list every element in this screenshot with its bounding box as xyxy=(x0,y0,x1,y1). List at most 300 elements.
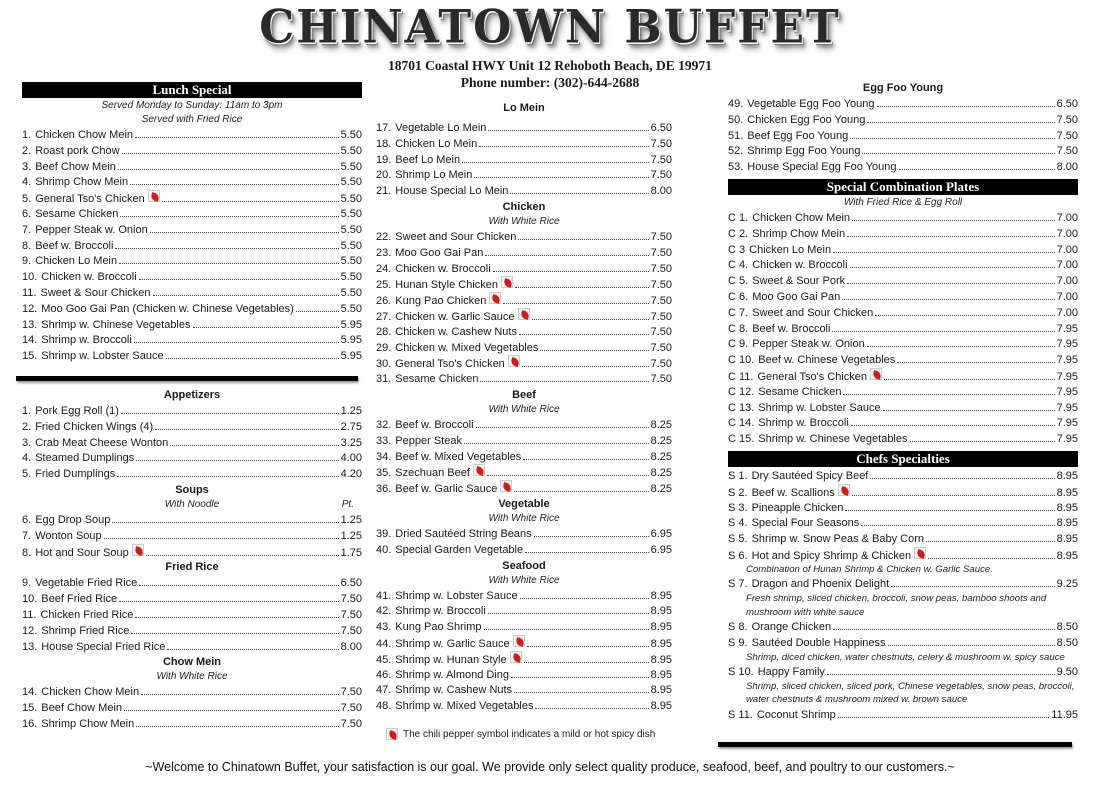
dot-leader xyxy=(166,348,339,359)
item-name: House Special Lo Mein xyxy=(395,185,509,198)
item-price: 7.00 xyxy=(1056,211,1078,224)
menu-item xyxy=(728,400,1078,416)
menu-item xyxy=(376,276,672,292)
dot-leader xyxy=(847,226,1054,237)
dot-leader xyxy=(520,588,649,599)
item-number: C 15. xyxy=(728,433,755,446)
item-number: 5. xyxy=(22,193,32,206)
item-number: 47. xyxy=(376,684,392,697)
menu-item xyxy=(22,332,362,348)
item-number: S 8. xyxy=(728,621,748,634)
seafood-note: With White Rice xyxy=(488,574,560,586)
item-price: 7.95 xyxy=(1056,370,1078,383)
dot-leader xyxy=(193,317,339,328)
item-price: 5.50 xyxy=(340,239,362,252)
item-name: Steamed Dumplings xyxy=(35,452,135,465)
dot-leader xyxy=(532,309,649,320)
item-price: 6.50 xyxy=(340,577,362,590)
menu-item xyxy=(22,435,362,451)
item-name: Shrimp w. Broccoli xyxy=(395,605,486,618)
chili-pepper-icon xyxy=(132,544,144,556)
item-name: Chicken w. Mixed Vegetables xyxy=(395,341,539,354)
item-price: 7.50 xyxy=(340,593,362,606)
item-number: 8. xyxy=(22,546,32,559)
menu-item xyxy=(728,500,1078,516)
item-name: Pepper Steak xyxy=(395,434,462,447)
item-name: Shrimp Chow Mein xyxy=(41,717,135,730)
item-name: Dragon and Phoenix Delight xyxy=(751,578,890,591)
dot-leader xyxy=(888,635,1055,646)
item-number: 34. xyxy=(376,450,392,463)
dot-leader xyxy=(884,369,1055,380)
item-name: Chicken w. Broccoli xyxy=(752,259,848,272)
dot-leader xyxy=(480,371,648,382)
menu-item xyxy=(22,238,362,254)
item-number: S 7. xyxy=(728,578,748,591)
item-number: 23. xyxy=(376,246,392,259)
item-name: Special Garden Vegetable xyxy=(395,543,524,556)
dot-leader xyxy=(134,332,339,343)
lo-mein-list xyxy=(376,120,672,199)
item-number: C 8. xyxy=(728,322,749,335)
item-price: 7.50 xyxy=(650,279,672,292)
item-price: 7.50 xyxy=(340,702,362,715)
dot-leader xyxy=(850,128,1054,139)
dot-leader xyxy=(883,400,1055,411)
item-number: 29. xyxy=(376,341,392,354)
item-price: 5.50 xyxy=(340,207,362,220)
menu-item xyxy=(728,321,1078,337)
dot-leader xyxy=(153,285,339,296)
dot-leader xyxy=(296,301,339,312)
dot-leader xyxy=(897,352,1054,363)
item-name: Pork Egg Roll (1) xyxy=(35,404,119,417)
dot-leader xyxy=(139,575,338,586)
dot-leader xyxy=(522,356,649,367)
item-number: S 5. xyxy=(728,533,748,546)
item-number: 6. xyxy=(22,207,32,220)
section-title-chefs-specialties: Chefs Specialties xyxy=(728,451,1078,467)
menu-item xyxy=(376,167,672,183)
dot-leader xyxy=(124,700,339,711)
item-name: Chicken Lo Mein xyxy=(395,137,478,150)
item-number: 10. xyxy=(22,271,38,284)
item-name: Dry Sautéed Spicy Beef xyxy=(751,469,869,482)
section-title-appetizers: Appetizers xyxy=(163,388,221,401)
item-name: Vegetable Lo Mein xyxy=(395,122,487,134)
menu-item xyxy=(22,575,362,591)
menu-item xyxy=(728,226,1078,242)
item-number: 18. xyxy=(376,137,392,150)
item-description: Shrimp, diced chicken, water chestnuts, celery & mushroom w. spicy sauce xyxy=(746,651,1065,663)
item-name: Beef Fried Rice xyxy=(41,593,118,606)
item-name: Pepper Steak w. Onion xyxy=(752,338,865,351)
item-name: Dried Sautéed String Beans xyxy=(395,527,532,540)
dot-leader xyxy=(115,238,338,249)
item-price: 8.95 xyxy=(650,637,672,650)
item-name: Egg Drop Soup xyxy=(35,513,111,526)
dot-leader xyxy=(122,143,339,154)
chili-pepper-icon xyxy=(508,355,520,367)
item-name: Wonton Soup xyxy=(35,529,102,542)
section-title-fried-rice: Fried Rice xyxy=(165,561,219,574)
spicy-legend-text: The chili pepper symbol indicates a mild or hot spicy dish xyxy=(403,728,656,740)
item-name: Hot and Sour Soup xyxy=(35,546,129,559)
item-price: 4.00 xyxy=(340,452,362,465)
menu-item xyxy=(376,229,672,245)
item-number: 6. xyxy=(22,513,32,526)
item-name: Happy Family xyxy=(757,666,825,679)
item-number: 45. xyxy=(376,653,392,666)
dot-leader xyxy=(833,619,1055,630)
item-price: 8.95 xyxy=(650,605,672,618)
dot-leader xyxy=(493,261,649,272)
item-price: 7.95 xyxy=(1056,338,1078,351)
item-price: 4.20 xyxy=(340,468,362,481)
welcome-footer: ~Welcome to Chinatown Buffet, your satisfaction is our goal. We provide only select quality produce, seafood, beef, and poultry to our customers.~ xyxy=(145,760,955,774)
dot-leader xyxy=(462,152,648,163)
dot-leader xyxy=(135,127,339,138)
item-name: Sautéed Double Happiness xyxy=(751,636,886,649)
dot-leader xyxy=(476,417,649,428)
dot-leader xyxy=(861,515,1054,526)
item-price: 7.95 xyxy=(1056,354,1078,367)
dot-leader xyxy=(877,96,1055,107)
menu-item xyxy=(376,619,672,635)
dot-leader xyxy=(851,415,1055,426)
item-number: 14. xyxy=(22,334,38,347)
item-name: Shrimp w. Cashew Nuts xyxy=(395,684,513,697)
menu-item xyxy=(376,292,672,308)
menu-item xyxy=(728,547,1078,563)
item-price: 6.50 xyxy=(650,122,672,134)
item-number: C 10. xyxy=(728,354,755,367)
menu-item xyxy=(22,466,362,482)
item-price: 6.50 xyxy=(1056,98,1078,110)
menu-item xyxy=(728,431,1078,447)
item-number: C 11. xyxy=(728,370,754,383)
lunch-special-list xyxy=(22,127,362,364)
item-number: 27. xyxy=(376,310,392,323)
menu-item xyxy=(728,128,1078,144)
item-name: Shrimp w. Garlic Sauce xyxy=(395,637,510,650)
dot-leader xyxy=(112,512,338,523)
item-number: 12. xyxy=(22,624,38,637)
item-name: Vegetable Egg Foo Young xyxy=(747,98,875,110)
chili-pepper-icon xyxy=(489,292,501,304)
menu-item xyxy=(728,531,1078,547)
item-description: Fresh shrimp, sliced chicken, broccoli, snow peas, bamboo shoots and mushroom with white sauce xyxy=(746,593,1047,618)
item-number: C 4. xyxy=(728,259,749,272)
item-name: Sesame Chicken xyxy=(395,373,479,386)
item-name: Chicken Chow Mein xyxy=(752,211,851,224)
menu-item xyxy=(728,257,1078,273)
item-number: 31. xyxy=(376,373,392,386)
menu-item xyxy=(376,526,672,542)
menu-item xyxy=(22,143,362,159)
item-price: 7.00 xyxy=(1056,275,1078,288)
dot-leader xyxy=(514,682,649,693)
dot-leader xyxy=(488,120,648,131)
dot-leader xyxy=(503,293,648,304)
dot-leader xyxy=(838,707,1050,718)
item-number: C 14. xyxy=(728,417,755,430)
dot-leader xyxy=(488,603,649,614)
menu-item xyxy=(376,261,672,277)
dot-leader xyxy=(514,481,648,492)
item-price: 7.95 xyxy=(1056,417,1078,430)
menu-item xyxy=(22,222,362,238)
section-title-lo-mein: Lo Mein xyxy=(503,102,545,114)
vegetable-list xyxy=(376,526,672,558)
item-number: 20. xyxy=(376,169,392,182)
menu-item xyxy=(376,449,672,465)
menu-item xyxy=(728,289,1078,305)
item-number: 11. xyxy=(22,286,37,299)
menu-item xyxy=(22,419,362,435)
menu-item xyxy=(728,484,1078,500)
dot-leader xyxy=(867,112,1054,123)
menu-item xyxy=(376,433,672,449)
address: 18701 Coastal HWY Unit 12 Rehoboth Beach, DE 19971 xyxy=(388,58,712,73)
item-name: Beef Chow Mein xyxy=(35,160,116,173)
menu-item xyxy=(22,639,362,655)
divider xyxy=(718,742,1072,747)
dot-leader xyxy=(833,242,1055,253)
left-column xyxy=(22,82,362,732)
item-price: 1.25 xyxy=(340,529,362,542)
item-number: 7. xyxy=(22,223,32,236)
vegetable-note: With White Rice xyxy=(488,512,560,524)
item-price: 9.50 xyxy=(1056,666,1078,679)
item-number: 52. xyxy=(728,145,744,158)
item-name: Sesame Chicken xyxy=(35,207,119,220)
dot-leader xyxy=(484,619,649,630)
item-price: 8.25 xyxy=(650,434,672,447)
phone-number: Phone number: (302)-644-2688 xyxy=(460,75,640,90)
item-name: Shrimp w. Chinese Vegetables xyxy=(41,318,191,331)
menu-item xyxy=(22,317,362,333)
item-name: Moo Goo Gai Pan xyxy=(395,246,484,259)
item-price: 8.95 xyxy=(650,653,672,666)
item-price: 5.50 xyxy=(340,129,362,141)
item-price: 8.95 xyxy=(650,700,672,713)
item-name: Beef w. Garlic Sauce xyxy=(395,483,498,496)
item-number: 46. xyxy=(376,668,392,681)
chili-pepper-icon xyxy=(510,651,522,663)
item-price: 8.50 xyxy=(1056,636,1078,649)
dot-leader xyxy=(850,257,1055,268)
dot-leader xyxy=(104,528,339,539)
item-price: 7.50 xyxy=(650,310,672,323)
menu-item xyxy=(728,159,1078,175)
item-price: 1.25 xyxy=(340,404,362,417)
section-title-soups: Soups xyxy=(175,483,209,496)
dot-leader xyxy=(862,143,1054,154)
item-price: 3.25 xyxy=(340,436,362,449)
item-name: Pepper Steak w. Onion xyxy=(35,223,148,236)
menu-item xyxy=(376,340,672,356)
item-number: 40. xyxy=(376,543,392,556)
chili-pepper-icon xyxy=(513,635,525,647)
dot-leader xyxy=(117,466,338,477)
dot-leader xyxy=(155,419,338,430)
dot-leader xyxy=(141,684,338,695)
item-name: Hunan Style Chicken xyxy=(395,279,499,292)
dot-leader xyxy=(843,384,1054,395)
item-name: Chicken w. Garlic Sauce xyxy=(395,310,515,323)
section-title-chicken: Chicken xyxy=(502,200,546,213)
item-price: 7.50 xyxy=(650,137,672,150)
item-number: S 1. xyxy=(728,469,748,482)
menu-item xyxy=(376,464,672,480)
item-number: C 5. xyxy=(728,275,749,288)
section-title-beef: Beef xyxy=(512,388,536,401)
item-price: 8.95 xyxy=(1056,501,1078,514)
dot-leader xyxy=(167,639,338,650)
menu-item xyxy=(22,684,362,700)
section-title-seafood: Seafood xyxy=(502,559,546,572)
item-name: Sweet & Sour Chicken xyxy=(40,286,151,299)
item-price: 7.50 xyxy=(650,262,672,275)
item-name: Beef Lo Mein xyxy=(395,153,461,166)
item-number: 53. xyxy=(728,161,744,174)
item-number: C 1. xyxy=(728,211,749,224)
item-name: Chicken w. Broccoli xyxy=(395,262,491,275)
item-price: 7.00 xyxy=(1056,227,1078,240)
item-name: Beef w. Broccoli xyxy=(752,322,831,335)
item-number: 11. xyxy=(22,608,37,621)
menu-item xyxy=(728,707,1078,723)
dot-leader xyxy=(842,289,1054,300)
egg-foo-young-list xyxy=(728,96,1078,175)
item-price: 8.95 xyxy=(650,668,672,681)
item-price: 8.00 xyxy=(650,185,672,198)
item-number: 41. xyxy=(376,589,392,602)
dot-leader xyxy=(523,449,648,460)
item-price: 5.50 xyxy=(340,144,362,157)
dot-leader xyxy=(910,431,1055,442)
item-number: C 6. xyxy=(728,290,749,303)
item-number: 42. xyxy=(376,605,392,618)
menu-item xyxy=(22,403,362,419)
item-name: Chicken w. Broccoli xyxy=(41,271,137,284)
item-number: 28. xyxy=(376,325,392,338)
dot-leader xyxy=(870,468,1054,479)
item-name: Shrimp w. Lobster Sauce xyxy=(758,401,881,414)
combination-list xyxy=(728,210,1078,447)
item-price: 8.95 xyxy=(1056,549,1078,562)
item-price: 8.95 xyxy=(1056,486,1078,499)
item-price: 5.95 xyxy=(340,334,362,347)
dot-leader xyxy=(118,159,339,170)
item-number: C 9. xyxy=(728,338,749,351)
item-number: 43. xyxy=(376,621,392,634)
combination-note: With Fried Rice & Egg Roll xyxy=(843,196,963,208)
item-name: Sweet and Sour Chicken xyxy=(395,230,517,243)
item-name: Special Four Seasons xyxy=(751,517,860,530)
item-number: 17. xyxy=(376,122,392,134)
dot-leader xyxy=(119,253,338,264)
menu-item xyxy=(728,515,1078,531)
dot-leader xyxy=(525,542,648,553)
item-price: 5.95 xyxy=(340,318,362,331)
chili-pepper-icon xyxy=(838,484,850,496)
dot-leader xyxy=(136,716,338,727)
item-number: 19. xyxy=(376,153,392,166)
menu-item xyxy=(22,623,362,639)
item-number: S 10. xyxy=(728,666,754,679)
lunch-hours: Served Monday to Sunday: 11am to 3pm xyxy=(101,100,283,111)
item-price: 7.50 xyxy=(340,717,362,730)
item-price: 5.50 xyxy=(340,271,362,284)
section-title-chow-mein: Chow Mein xyxy=(162,656,222,669)
item-number: 39. xyxy=(376,527,392,540)
menu-item xyxy=(728,210,1078,226)
dot-leader xyxy=(479,136,648,147)
menu-item xyxy=(376,324,672,340)
dot-leader xyxy=(464,433,649,444)
item-number: C 3 xyxy=(728,243,746,256)
dot-leader xyxy=(511,667,649,678)
dot-leader xyxy=(847,273,1054,284)
spicy-legend xyxy=(386,728,655,740)
menu-item xyxy=(728,305,1078,321)
menu-item xyxy=(728,635,1078,651)
item-number: 49. xyxy=(728,98,744,110)
dot-leader xyxy=(852,210,1055,221)
item-name: Coconut Shrimp xyxy=(756,708,836,721)
item-price: 7.50 xyxy=(650,358,672,371)
item-price: 7.50 xyxy=(650,153,672,166)
item-price: 8.00 xyxy=(1056,161,1078,174)
item-price: 5.50 xyxy=(340,255,362,268)
item-price: 7.50 xyxy=(650,246,672,259)
item-price: 5.50 xyxy=(340,223,362,236)
dot-leader xyxy=(136,450,338,461)
menu-item xyxy=(376,588,672,604)
item-number: 12. xyxy=(22,302,38,315)
section-title-vegetable: Vegetable xyxy=(498,497,550,510)
menu-item xyxy=(376,417,672,433)
item-name: Shrimp w. Chinese Vegetables xyxy=(758,433,908,446)
dot-leader xyxy=(146,545,339,556)
dot-leader xyxy=(899,159,1055,170)
item-name: Chicken w. Cashew Nuts xyxy=(395,325,517,338)
chili-pepper-icon xyxy=(500,480,512,492)
menu-item xyxy=(728,468,1078,484)
item-number: 33. xyxy=(376,434,392,447)
item-price: 7.00 xyxy=(1056,306,1078,319)
item-price: 7.95 xyxy=(1056,385,1078,398)
item-price: 7.00 xyxy=(1056,290,1078,303)
menu-item xyxy=(728,143,1078,159)
item-number: 22. xyxy=(376,230,392,243)
seafood-list xyxy=(376,588,672,714)
dot-leader xyxy=(926,531,1055,542)
dot-leader xyxy=(121,403,339,414)
item-price: 7.50 xyxy=(650,230,672,243)
menu-item xyxy=(22,512,362,528)
item-name: Beef w. Chinese Vegetables xyxy=(758,354,896,367)
item-name: Shrimp Fried Rice xyxy=(41,624,130,637)
item-price: 1.25 xyxy=(340,513,362,526)
item-price: 7.95 xyxy=(1056,322,1078,335)
item-name: Shrimp w. Snow Peas & Baby Corn xyxy=(751,533,924,546)
dot-leader xyxy=(515,277,649,288)
menu-item xyxy=(728,384,1078,400)
item-price: 5.50 xyxy=(340,193,362,206)
